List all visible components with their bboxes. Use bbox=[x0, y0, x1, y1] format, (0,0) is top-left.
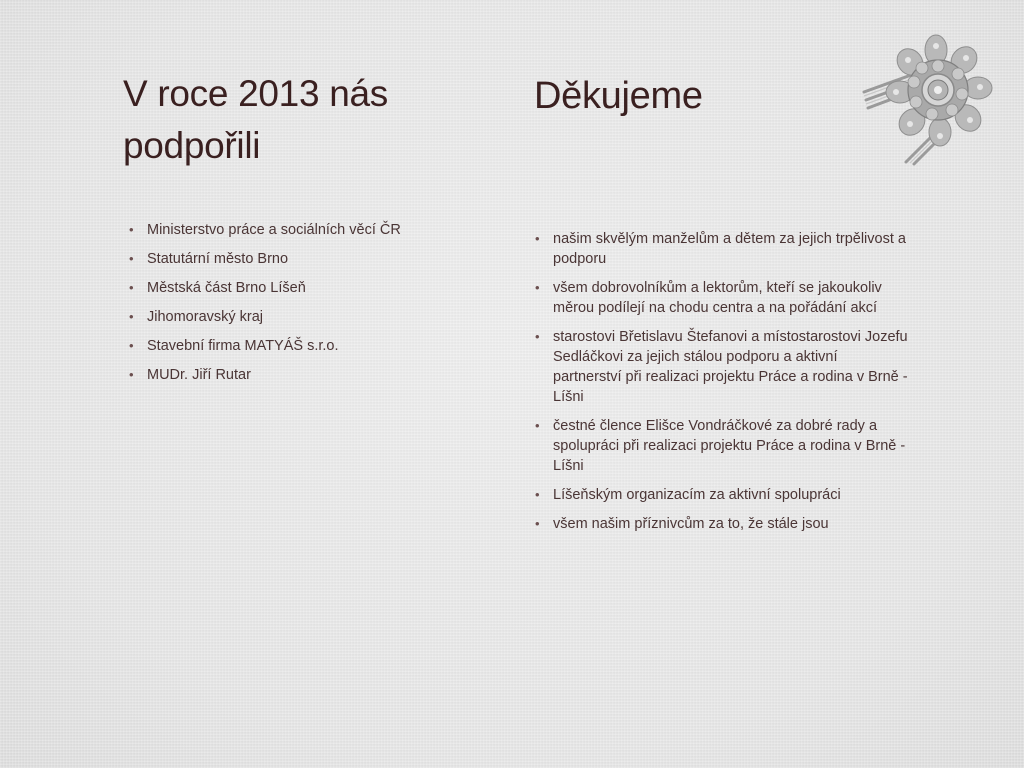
list-item: • všem dobrovolníkům a lektorům, kteří se jakoukoliv měrou podílejí na chodu centra a na pořádání akcí bbox=[533, 278, 908, 318]
list-item: • našim skvělým manželům a dětem za jejich trpělivost a podporu bbox=[533, 229, 908, 269]
list-item: • Městská část Brno Líšeň bbox=[127, 278, 467, 298]
list-item: • Ministerstvo práce a sociálních věcí ČR bbox=[127, 220, 467, 240]
list-item: • všem našim příznivcům za to, že stále jsou bbox=[533, 514, 908, 534]
list-item: • Statutární město Brno bbox=[127, 249, 467, 269]
flower-ornament-icon bbox=[856, 30, 1001, 170]
list-item: • Stavební firma MATYÁŠ s.r.o. bbox=[127, 336, 467, 356]
thanks-list bbox=[533, 229, 908, 543]
list-item: • starostovi Břetislavu Štefanovi a místostarostovi Jozefu Sedláčkovi za jejich stálou podporu a aktivní partnerství při realizaci projektu Práce a rodina v Brně - Líšni bbox=[533, 327, 908, 407]
list-item: • čestné člence Elišce Vondráčkové za dobré rady a spolupráci při realizaci projektu Práce a rodina v Brně - Líšni bbox=[533, 416, 908, 476]
list-item: • MUDr. Jiří Rutar bbox=[127, 365, 467, 385]
left-title: V roce 2013 nás podpořili bbox=[123, 73, 388, 166]
list-item: • Jihomoravský kraj bbox=[127, 307, 467, 327]
list-item: • Líšeňským organizacím za aktivní spolupráci bbox=[533, 485, 908, 505]
right-title: Děkujeme bbox=[534, 75, 703, 117]
supporters-list bbox=[127, 220, 467, 394]
